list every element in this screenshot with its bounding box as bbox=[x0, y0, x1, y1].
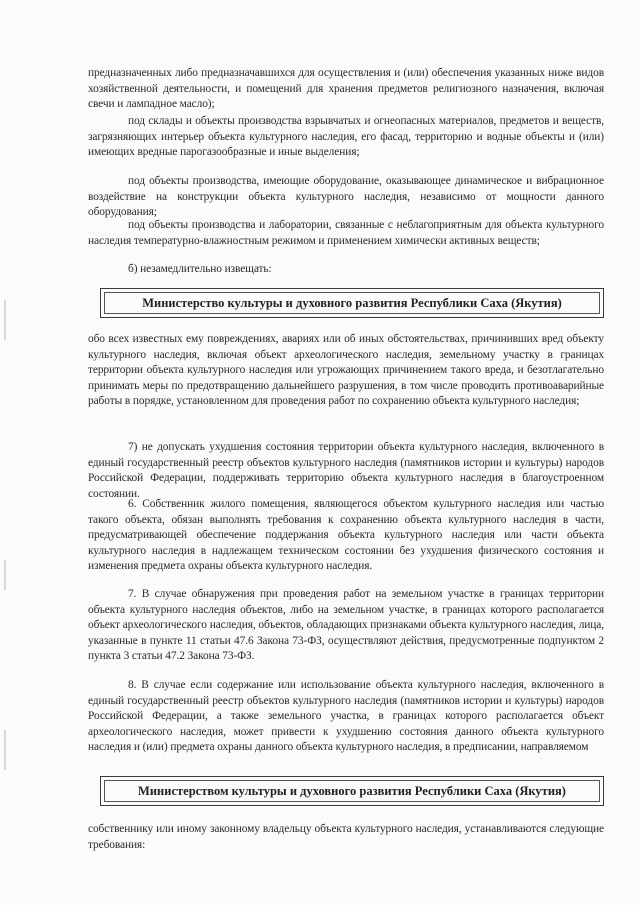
paragraph: под объекты производства, имеющие оборудование, оказывающее динамическое и вибрационное воздействие на конструкции объекта культурного наследия, независимо от мощности данного оборудования; bbox=[88, 175, 604, 219]
paragraph: 8. В случае если содержание или использование объекта культурного наследия, включенного в единый государственный реестр объектов культурного наследия (памятников истории и культуры) народов Российской Федерации, а также земельного участка, в границах которого располагается объект археологического наследия, может привести к ухудшению состояния данного объекта культурного наследия и (или) предмета охраны данного объекта культурного наследия, в предписании, направляемом bbox=[88, 679, 604, 754]
ministry-stamp bbox=[100, 776, 604, 806]
scan-edge-mark bbox=[4, 730, 6, 770]
paragraph: под объекты производства и лаборатории, связанные с неблагоприятным для объекта культурного наследия температурно-влажностным режимом и применением химически активных веществ; bbox=[88, 219, 604, 247]
scan-edge-mark bbox=[4, 300, 6, 340]
scan-edge-mark bbox=[4, 560, 6, 590]
paragraph: обо всех известных ему повреждениях, авариях или об иных обстоятельствах, причинивших вред объекту культурного наследия, включая объект археологического наследия, земельному участку в границах территории объекта культурного наследия или угрожающих причинением такого вреда, и безотлагательно принимать меры по предотвращению дальнейшего разрушения, в том числе проводить противоаварийные работы в порядке, установленном для проведения работ по сохранению объекта культурного наследия; bbox=[88, 333, 604, 408]
ministry-stamp bbox=[100, 288, 604, 318]
paragraph: под склады и объекты производства взрывчатых и огнеопасных материалов, предметов и веществ, загрязняющих интерьер объекта культурного наследия, его фасад, территорию и водные объекты и (или) имеющих вредные парогазообразные и иные выделения; bbox=[88, 115, 604, 159]
paragraph: б) незамедлительно извещать: bbox=[128, 263, 272, 275]
stamp-frame bbox=[104, 292, 600, 314]
stamp-frame bbox=[104, 780, 600, 802]
paragraph: 7. В случае обнаружения при проведения работ на земельном участке в границах территории объекта культурного наследия объектов, либо на земельном участке, в границах которого располагается объект археологического наследия, объектов, обладающих признаками объекта культурного наследия, лица, указанные в пункте 11 статьи 47.6 Закона 73-ФЗ, осуществляют действия, предусмотренные подпунктом 2 пункта 3 статьи 47.2 Закона 73-ФЗ. bbox=[88, 588, 604, 663]
paragraph: 6. Собственник жилого помещения, являющегося объектом культурного наследия или частью такого объекта, обязан выполнять требования к сохранению объекта культурного наследия в части, предусматривающей обеспечение поддержания объекта культурного наследия или части объекта культурного наследия в надлежащем техническом состоянии без ухудшения физического состояния и изменения предмета охраны объекта культурного наследия. bbox=[88, 498, 604, 573]
paragraph: собственнику или иному законному владельцу объекта культурного наследия, устанавливаются следующие требования: bbox=[88, 823, 604, 851]
stamp-text: Министерством культуры и духовного развития Республики Саха (Якутия) bbox=[138, 783, 566, 798]
paragraph: предназначенных либо предназначавшихся для осуществления и (или) обеспечения указанных ниже видов хозяйственной деятельности, и помещений для хранения предметов религиозного назначения, включая свечи и лампадное масло); bbox=[88, 67, 604, 111]
stamp-text: Министерство культуры и духовного развития Республики Саха (Якутия) bbox=[142, 295, 562, 310]
paragraph: 7) не допускать ухудшения состояния территории объекта культурного наследия, включенного в единый государственный реестр объектов культурного наследия (памятников истории и культуры) народов Российской Федерации, поддерживать территорию объекта культурного наследия в благоустроенном состоянии. bbox=[88, 441, 604, 500]
